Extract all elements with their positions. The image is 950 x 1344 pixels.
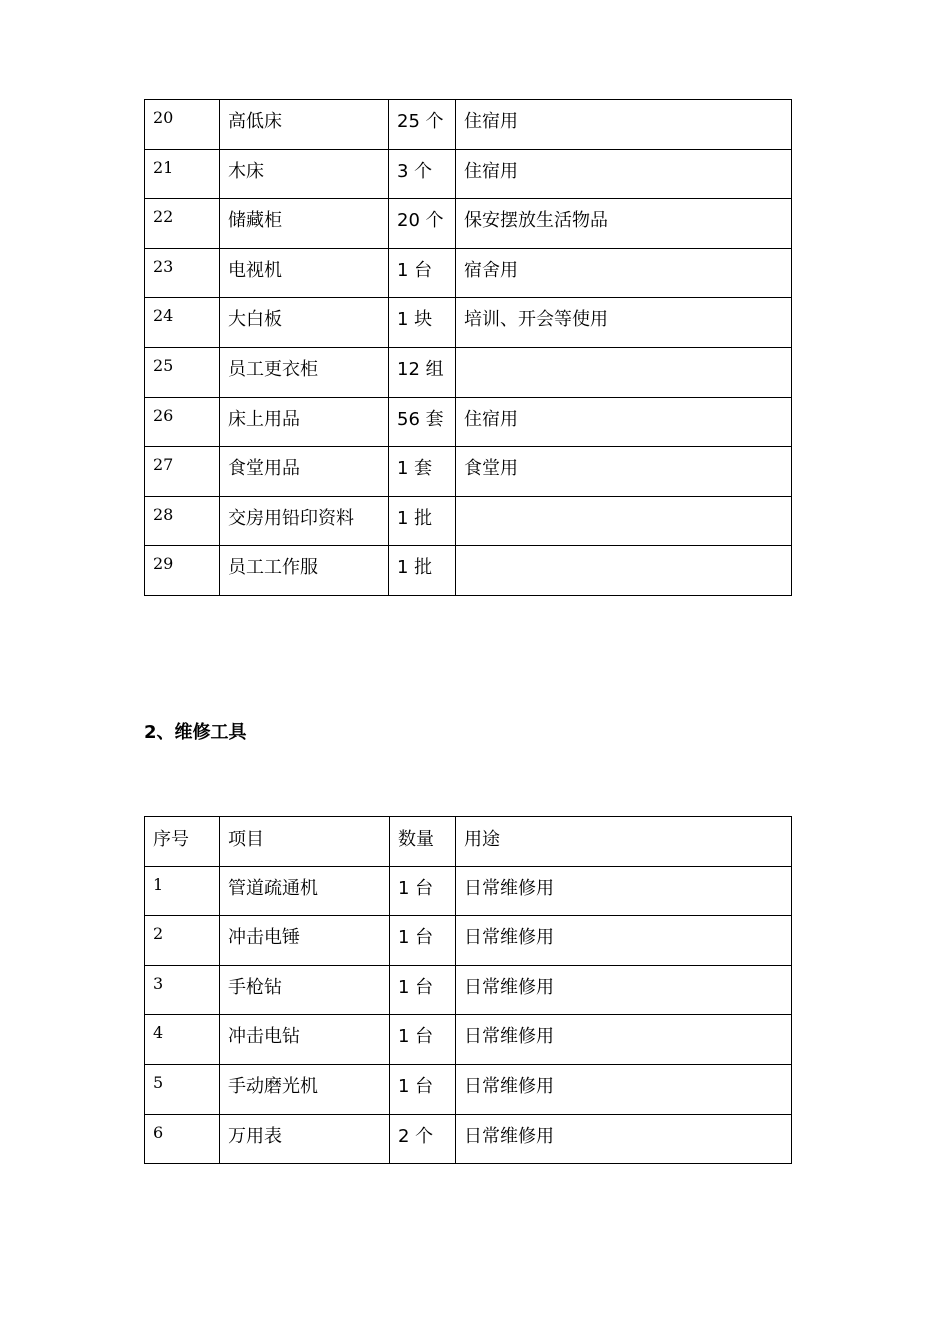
header-item: 项目 bbox=[228, 829, 264, 850]
item-quantity: 1 块 bbox=[397, 309, 433, 331]
cell-item bbox=[220, 199, 389, 249]
item-name: 交房用铅印资料 bbox=[228, 507, 354, 529]
cell-use bbox=[456, 1114, 792, 1164]
cell-no bbox=[145, 248, 220, 298]
row-number: 22 bbox=[153, 207, 174, 227]
item-quantity: 1 批 bbox=[397, 507, 433, 529]
item-quantity: 25 个 bbox=[397, 111, 444, 132]
cell-item bbox=[220, 347, 389, 397]
item-name: 木床 bbox=[228, 160, 264, 182]
item-purpose: 日常维修用 bbox=[464, 1125, 554, 1147]
row-number: 20 bbox=[153, 108, 174, 127]
cell-qty bbox=[390, 965, 456, 1015]
item-name: 大白板 bbox=[228, 309, 282, 331]
item-purpose: 住宿用 bbox=[464, 160, 518, 182]
row-number: 25 bbox=[153, 355, 174, 375]
row-number: 5 bbox=[153, 1072, 164, 1092]
cell-item bbox=[220, 546, 389, 596]
cell-use bbox=[456, 397, 792, 447]
cell-no bbox=[145, 100, 220, 150]
cell-qty bbox=[389, 496, 456, 546]
table-header-row bbox=[145, 817, 792, 867]
item-name: 手动磨光机 bbox=[228, 1075, 318, 1097]
cell-use bbox=[456, 149, 792, 199]
item-purpose bbox=[456, 546, 791, 557]
cell-qty bbox=[389, 149, 456, 199]
item-purpose bbox=[456, 497, 791, 508]
cell-no bbox=[145, 496, 220, 546]
item-purpose: 食堂用 bbox=[464, 458, 518, 480]
table-row bbox=[145, 1114, 792, 1164]
table-row bbox=[145, 866, 792, 916]
cell-qty bbox=[389, 397, 456, 447]
item-name: 电视机 bbox=[228, 259, 282, 281]
cell-use bbox=[456, 965, 792, 1015]
item-quantity: 1 台 bbox=[398, 1075, 434, 1097]
cell-no bbox=[145, 447, 220, 497]
item-name: 高低床 bbox=[228, 111, 282, 132]
item-purpose: 住宿用 bbox=[464, 111, 518, 132]
item-quantity: 1 套 bbox=[397, 458, 433, 480]
item-quantity: 1 台 bbox=[398, 927, 434, 949]
cell-no bbox=[145, 149, 220, 199]
cell-no bbox=[145, 199, 220, 249]
row-number: 23 bbox=[153, 256, 174, 276]
table-row bbox=[145, 546, 792, 596]
cell-item bbox=[220, 965, 390, 1015]
item-quantity: 2 个 bbox=[398, 1125, 434, 1147]
cell-item bbox=[220, 248, 389, 298]
item-purpose: 日常维修用 bbox=[464, 1075, 554, 1097]
header-no: 序号 bbox=[153, 829, 189, 850]
item-quantity: 12 组 bbox=[397, 358, 444, 380]
cell-use bbox=[456, 298, 792, 348]
row-number: 26 bbox=[153, 405, 174, 425]
equipment-table-continued bbox=[144, 99, 792, 596]
cell-use bbox=[456, 496, 792, 546]
cell-no bbox=[145, 916, 220, 966]
row-number: 21 bbox=[153, 157, 174, 177]
cell-qty bbox=[390, 916, 456, 966]
row-number: 28 bbox=[153, 504, 174, 524]
table-row bbox=[145, 496, 792, 546]
cell-qty bbox=[389, 248, 456, 298]
item-name: 冲击电钻 bbox=[228, 1026, 300, 1048]
item-quantity: 1 台 bbox=[397, 259, 433, 281]
section-heading-maintenance-tools: 2、维修工具 bbox=[144, 722, 247, 743]
item-quantity: 20 个 bbox=[397, 210, 444, 232]
item-quantity: 1 批 bbox=[397, 557, 433, 579]
cell-item bbox=[220, 149, 389, 199]
table-row bbox=[145, 248, 792, 298]
cell-item bbox=[220, 298, 389, 348]
cell-qty bbox=[390, 866, 456, 916]
table-row bbox=[145, 965, 792, 1015]
cell-item bbox=[220, 1114, 390, 1164]
cell-use bbox=[456, 248, 792, 298]
header-use: 用途 bbox=[464, 829, 500, 850]
cell-no bbox=[145, 965, 220, 1015]
table-row bbox=[145, 447, 792, 497]
cell-qty bbox=[389, 298, 456, 348]
cell-use bbox=[456, 916, 792, 966]
item-quantity: 1 台 bbox=[398, 976, 434, 998]
item-quantity: 1 台 bbox=[398, 1026, 434, 1048]
cell-item bbox=[220, 916, 390, 966]
cell-item bbox=[220, 496, 389, 546]
maintenance-tools-table bbox=[144, 816, 792, 1164]
cell-use bbox=[456, 199, 792, 249]
item-purpose: 日常维修用 bbox=[464, 1026, 554, 1048]
row-number: 4 bbox=[153, 1023, 164, 1043]
item-purpose bbox=[456, 348, 791, 359]
cell-item bbox=[220, 1015, 390, 1065]
cell-use bbox=[456, 866, 792, 916]
maintenance-tools-body bbox=[145, 866, 792, 1164]
item-name: 手枪钻 bbox=[228, 976, 282, 998]
header-cell-use bbox=[456, 817, 792, 867]
cell-qty bbox=[390, 1015, 456, 1065]
cell-use bbox=[456, 1064, 792, 1114]
item-purpose: 宿舍用 bbox=[464, 259, 518, 281]
item-name: 万用表 bbox=[228, 1125, 282, 1147]
maintenance-tools-header bbox=[145, 817, 792, 867]
row-number: 6 bbox=[153, 1122, 164, 1142]
cell-no bbox=[145, 866, 220, 916]
cell-use bbox=[456, 100, 792, 150]
item-name: 员工工作服 bbox=[228, 557, 318, 579]
cell-use bbox=[456, 347, 792, 397]
cell-qty bbox=[390, 1114, 456, 1164]
header-cell-no bbox=[145, 817, 220, 867]
row-number: 29 bbox=[153, 554, 174, 574]
item-quantity: 3 个 bbox=[397, 160, 433, 182]
equipment-table-body bbox=[145, 100, 792, 596]
item-name: 食堂用品 bbox=[228, 458, 300, 480]
table-row bbox=[145, 149, 792, 199]
row-number: 1 bbox=[153, 874, 164, 894]
table-row bbox=[145, 298, 792, 348]
cell-no bbox=[145, 347, 220, 397]
row-number: 3 bbox=[153, 973, 164, 993]
table-row bbox=[145, 916, 792, 966]
cell-qty bbox=[390, 1064, 456, 1114]
cell-no bbox=[145, 397, 220, 447]
header-qty: 数量 bbox=[398, 829, 434, 850]
table-row bbox=[145, 397, 792, 447]
cell-qty bbox=[389, 546, 456, 596]
row-number: 24 bbox=[153, 306, 174, 326]
item-quantity: 1 台 bbox=[398, 877, 434, 899]
item-name: 床上用品 bbox=[228, 408, 300, 430]
cell-no bbox=[145, 1015, 220, 1065]
item-name: 管道疏通机 bbox=[228, 877, 318, 899]
cell-item bbox=[220, 397, 389, 447]
item-name: 储藏柜 bbox=[228, 210, 282, 232]
cell-no bbox=[145, 546, 220, 596]
cell-qty bbox=[389, 347, 456, 397]
item-purpose: 住宿用 bbox=[464, 408, 518, 430]
item-purpose: 日常维修用 bbox=[464, 877, 554, 899]
cell-item bbox=[220, 866, 390, 916]
item-name: 冲击电锤 bbox=[228, 927, 300, 949]
cell-item bbox=[220, 447, 389, 497]
cell-no bbox=[145, 1064, 220, 1114]
table-row bbox=[145, 347, 792, 397]
item-name: 员工更衣柜 bbox=[228, 358, 318, 380]
cell-use bbox=[456, 546, 792, 596]
item-purpose: 日常维修用 bbox=[464, 927, 554, 949]
cell-use bbox=[456, 447, 792, 497]
cell-item bbox=[220, 100, 389, 150]
cell-item bbox=[220, 1064, 390, 1114]
row-number: 27 bbox=[153, 455, 174, 475]
row-number: 2 bbox=[153, 924, 164, 944]
table-row bbox=[145, 100, 792, 150]
table-row bbox=[145, 199, 792, 249]
item-quantity: 56 套 bbox=[397, 408, 444, 430]
item-purpose: 培训、开会等使用 bbox=[464, 309, 608, 331]
item-purpose: 日常维修用 bbox=[464, 976, 554, 998]
cell-qty bbox=[389, 199, 456, 249]
header-cell-qty bbox=[390, 817, 456, 867]
header-cell-item bbox=[220, 817, 390, 867]
cell-no bbox=[145, 298, 220, 348]
cell-use bbox=[456, 1015, 792, 1065]
table-row bbox=[145, 1064, 792, 1114]
cell-no bbox=[145, 1114, 220, 1164]
cell-qty bbox=[389, 447, 456, 497]
table-row bbox=[145, 1015, 792, 1065]
cell-qty bbox=[389, 100, 456, 150]
item-purpose: 保安摆放生活物品 bbox=[464, 210, 608, 232]
